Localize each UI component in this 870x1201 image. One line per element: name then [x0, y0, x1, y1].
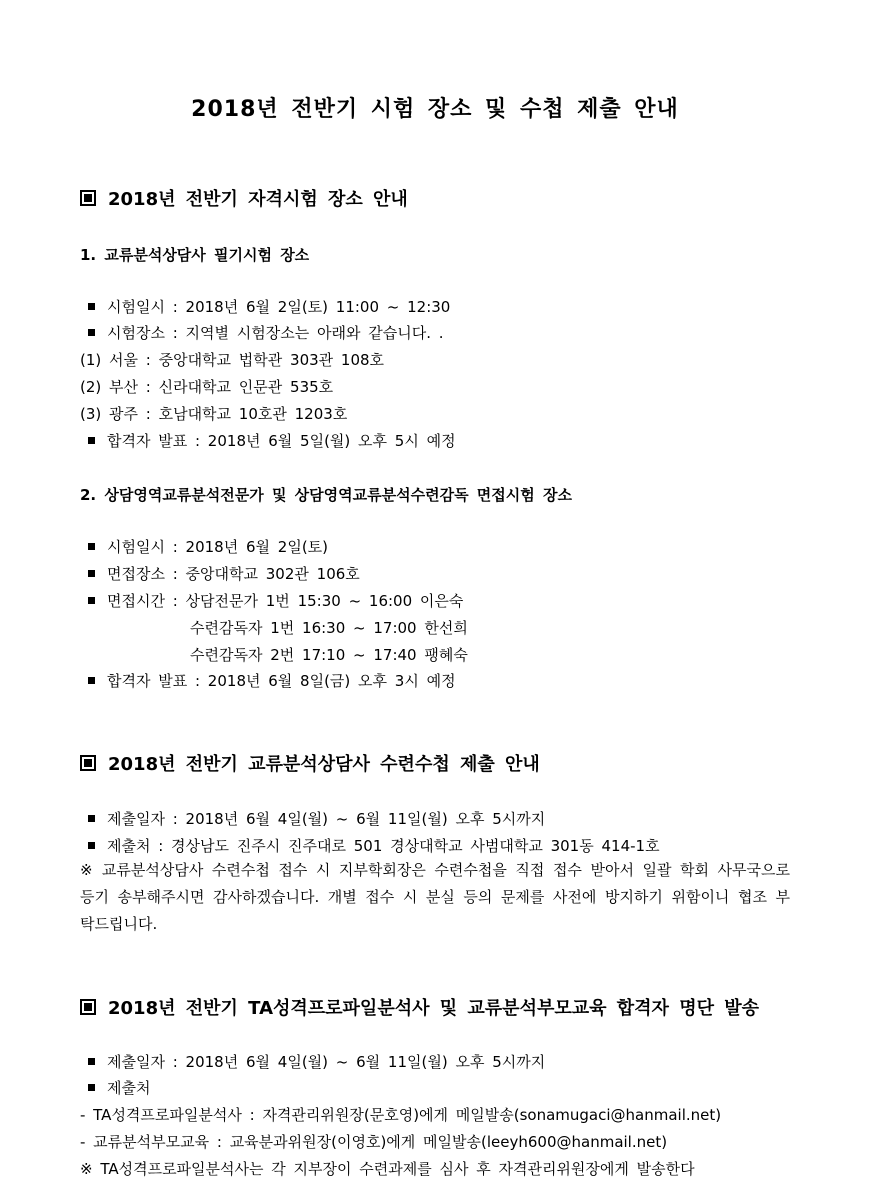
place-seoul: (1) 서울 : 중앙대학교 법학관 303관 108호 — [80, 351, 385, 369]
section-3-heading-text: 2018년 전반기 TA성격프로파일분석사 및 교류분석부모교육 합격자 명단 발송 — [108, 998, 760, 1019]
section-2-submit-to: 제출처 : 경상남도 진주시 진주대로 501 경상대학교 사범대학교 301동 414-1호 — [80, 835, 660, 856]
square-bullet-icon — [80, 190, 96, 206]
section-3-dash-parent: - 교류분석부모교육 : 교육분과위원장(이영호)에게 메일발송(leeyh600@hanmail.net) — [80, 1133, 668, 1151]
part-1-heading: 1. 교류분석상담사 필기시험 장소 — [80, 246, 310, 264]
section-2-heading — [80, 750, 540, 776]
part-2-interview-time-2: 수련감독자 1번 16:30 ~ 17:00 한선희 — [190, 619, 468, 637]
section-3-note: ※ TA성격프로파일분석사는 각 지부장이 수련과제를 심사 후 자격관리위원장에게 발송한다 — [80, 1160, 695, 1178]
part-1-exam-date: 시험일시 : 2018년 6월 2일(토) 11:00 ~ 12:30 — [80, 296, 450, 317]
section-1-heading-text: 2018년 전반기 자격시험 장소 안내 — [108, 189, 408, 210]
square-bullet-icon — [80, 755, 96, 771]
part-2-heading: 2. 상담영역교류분석전문가 및 상담영역교류분석수련감독 면접시험 장소 — [80, 486, 572, 504]
place-busan: (2) 부산 : 신라대학교 인문관 535호 — [80, 378, 334, 396]
section-1-heading — [80, 185, 408, 211]
part-1-exam-place: 시험장소 : 지역별 시험장소는 아래와 같습니다. . — [80, 322, 444, 343]
section-3-submit-date: 제출일자 : 2018년 6월 4일(월) ~ 6월 11일(월) 오후 5시까지 — [80, 1051, 545, 1072]
section-2-note: ※ 교류분석상담사 수련수첩 접수 시 지부학회장은 수련수첩을 직접 접수 받아서 일괄 학회 사무국으로 등기 송부해주시면 감사하겠습니다. 개별 접수 시 분실 등의 문제를 사전에 방지하기 위함이니 협조 부탁드립니다. — [80, 861, 790, 933]
place-gwangju: (3) 광주 : 호남대학교 10호관 1203호 — [80, 405, 348, 423]
section-2-submit-date: 제출일자 : 2018년 6월 4일(월) ~ 6월 11일(월) 오후 5시까지 — [80, 808, 545, 829]
section-3-dash-profile: - TA성격프로파일분석사 : 자격관리위원장(문호영)에게 메일발송(sonamugaci@hanmail.net) — [80, 1106, 722, 1124]
part-2-interview-time: 면접시간 : 상담전문가 1번 15:30 ~ 16:00 이은숙 — [80, 590, 463, 611]
part-2-interview-place: 면접장소 : 중앙대학교 302관 106호 — [80, 563, 360, 584]
section-3-heading — [80, 994, 759, 1020]
square-bullet-icon — [80, 999, 96, 1015]
part-2-interview-time-3: 수련감독자 2번 17:10 ~ 17:40 팽혜숙 — [190, 646, 468, 664]
part-1-result: 합격자 발표 : 2018년 6월 5일(월) 오후 5시 예정 — [80, 430, 456, 451]
section-2-heading-text: 2018년 전반기 교류분석상담사 수련수첩 제출 안내 — [108, 754, 540, 775]
part-2-exam-date: 시험일시 : 2018년 6월 2일(토) — [80, 536, 328, 557]
document-title: 2018년 전반기 시험 장소 및 수첩 제출 안내 — [191, 97, 679, 122]
section-3-submit-to: 제출처 — [80, 1077, 150, 1098]
part-2-result: 합격자 발표 : 2018년 6월 8일(금) 오후 3시 예정 — [80, 670, 456, 691]
